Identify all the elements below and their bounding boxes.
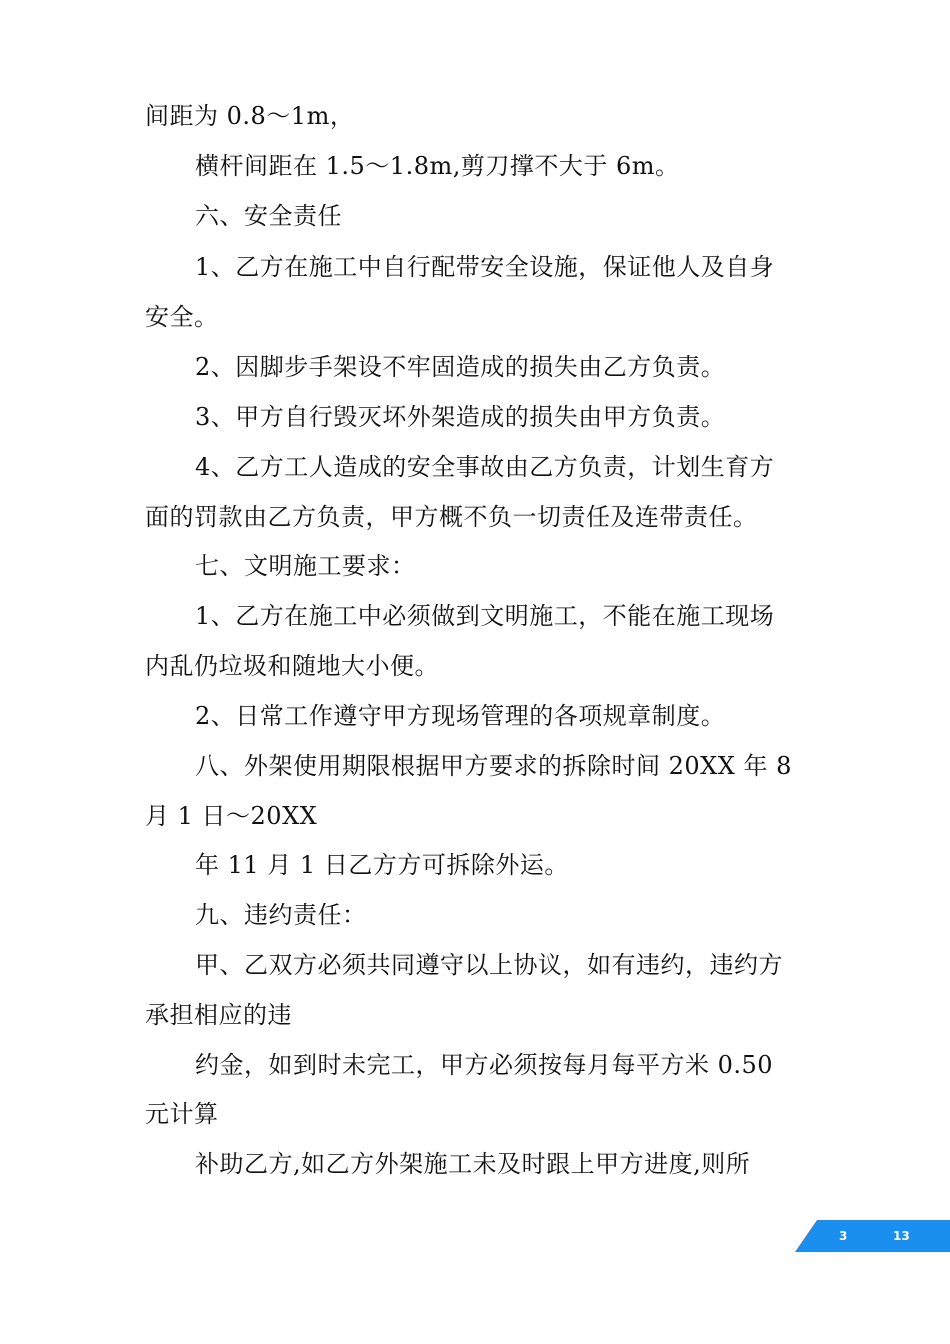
section-heading: 九、违约责任： [195, 901, 367, 929]
text-line: 1、乙方在施工中自行配带安全设施，保证他人及自身 [195, 253, 775, 281]
text-line: 横杆间距在 1.5～1.8m,剪刀撑不大于 6m。 [195, 152, 680, 180]
text-line: 甲、乙双方必须共同遵守以上协议，如有违约，违约方 [195, 951, 783, 979]
text-line: 年 11 月 1 日乙方方可拆除外运。 [195, 851, 569, 879]
text-line: 约金，如到时未完工，甲方必须按每月每平方米 0.50 [195, 1051, 774, 1079]
current-page-number: 3 [839, 1229, 848, 1243]
total-pages-number: 13 [893, 1229, 910, 1243]
text-line: 2、日常工作遵守甲方现场管理的各项规章制度。 [195, 702, 726, 730]
text-line: 安全。 [145, 303, 219, 331]
page-number-badge [795, 1220, 950, 1252]
text-line: 月 1 日～20XX [145, 802, 318, 830]
text-line: 4、乙方工人造成的安全事故由乙方负责，计划生育方 [195, 453, 775, 481]
section-heading: 八、外架使用期限根据甲方要求的拆除时间 20XX 年 8 [195, 752, 792, 780]
text-line: 3、甲方自行毁灭坏外架造成的损失由甲方负责。 [195, 403, 726, 431]
text-line: 1、乙方在施工中必须做到文明施工，不能在施工现场 [195, 602, 775, 630]
text-line: 补助乙方,如乙方外架施工未及时跟上甲方进度,则所 [195, 1150, 751, 1178]
page-badge-shape [795, 1220, 950, 1252]
text-line: 承担相应的违 [145, 1001, 292, 1029]
section-heading: 七、文明施工要求： [195, 552, 416, 580]
text-line: 面的罚款由乙方负责，甲方概不负一切责任及连带责任。 [145, 503, 758, 531]
text-line: 内乱仍垃圾和随地大小便。 [145, 652, 439, 680]
text-line: 间距为 0.8～1m， [145, 102, 355, 130]
text-line: 元计算 [145, 1100, 219, 1128]
text-line: 2、因脚步手架设不牢固造成的损失由乙方负责。 [195, 353, 726, 381]
section-heading: 六、安全责任 [195, 202, 342, 230]
